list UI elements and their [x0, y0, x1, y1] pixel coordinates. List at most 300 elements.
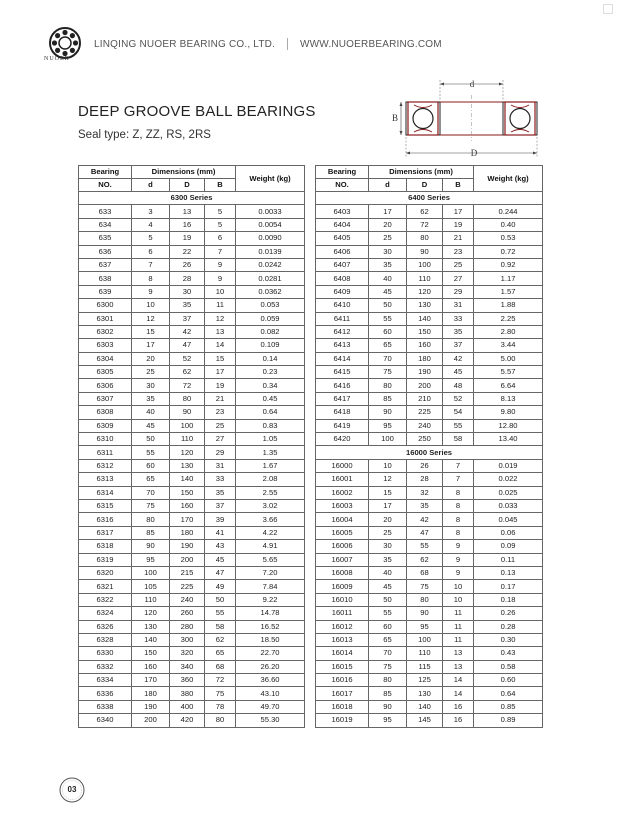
outer-diameter-cell: 47: [170, 339, 205, 352]
outer-diameter-cell: 160: [170, 499, 205, 512]
table-row: [79, 580, 305, 593]
bearing-no-cell: 6413: [316, 339, 369, 352]
width-cell: 6: [205, 232, 236, 245]
bearing-no-cell: 16009: [316, 580, 369, 593]
bearing-no-cell: 6407: [316, 258, 369, 271]
weight-cell: 2.80: [474, 325, 543, 338]
inner-diameter-cell: 20: [369, 218, 407, 231]
table-row: [316, 272, 543, 285]
inner-diameter-cell: 120: [132, 607, 170, 620]
weight-cell: 0.23: [236, 366, 305, 379]
table-row: [79, 366, 305, 379]
outer-diameter-cell: 16: [170, 218, 205, 231]
inner-diameter-cell: 140: [132, 633, 170, 646]
inner-diameter-cell: 9: [132, 285, 170, 298]
width-cell: 68: [205, 660, 236, 673]
width-cell: 9: [205, 272, 236, 285]
weight-cell: 1.35: [236, 446, 305, 459]
inner-diameter-cell: 45: [369, 580, 407, 593]
width-cell: 14: [205, 339, 236, 352]
d-dimension-label: d: [469, 79, 475, 89]
header-B: B: [443, 179, 474, 192]
seal-type-subtitle: Seal type: Z, ZZ, RS, 2RS: [78, 129, 211, 141]
table-row: [316, 607, 543, 620]
table-row: [316, 674, 543, 687]
width-cell: 49: [205, 580, 236, 593]
table-row: [79, 205, 305, 218]
outer-diameter-cell: 130: [407, 299, 443, 312]
inner-diameter-cell: 6: [132, 245, 170, 258]
weight-cell: 0.64: [236, 406, 305, 419]
inner-diameter-cell: 5: [132, 232, 170, 245]
outer-diameter-cell: 140: [170, 473, 205, 486]
table-row: [79, 446, 305, 459]
inner-diameter-cell: 40: [369, 272, 407, 285]
width-cell: 50: [205, 593, 236, 606]
bearing-no-cell: 6338: [79, 700, 132, 713]
table-row: [316, 593, 543, 606]
bearing-no-cell: 6414: [316, 352, 369, 365]
outer-diameter-cell: 190: [407, 366, 443, 379]
bearing-no-cell: 6324: [79, 607, 132, 620]
weight-cell: 22.70: [236, 647, 305, 660]
outer-diameter-cell: 47: [407, 526, 443, 539]
table-row: [79, 486, 305, 499]
width-cell: 33: [205, 473, 236, 486]
inner-diameter-cell: 70: [369, 352, 407, 365]
outer-diameter-cell: 200: [407, 379, 443, 392]
weight-cell: 0.30: [474, 633, 543, 646]
table-row: [79, 352, 305, 365]
inner-diameter-cell: 4: [132, 218, 170, 231]
weight-cell: 0.14: [236, 352, 305, 365]
inner-diameter-cell: 60: [132, 459, 170, 472]
inner-diameter-cell: 12: [369, 473, 407, 486]
table-row: [316, 580, 543, 593]
table-row: [316, 513, 543, 526]
outer-diameter-cell: 150: [170, 486, 205, 499]
outer-diameter-cell: 150: [407, 325, 443, 338]
weight-cell: 0.053: [236, 299, 305, 312]
bearing-no-cell: 6330: [79, 647, 132, 660]
table-row: [79, 339, 305, 352]
width-cell: 11: [205, 299, 236, 312]
table-row: [316, 379, 543, 392]
outer-diameter-cell: 35: [407, 499, 443, 512]
weight-cell: 4.91: [236, 540, 305, 553]
outer-diameter-cell: 210: [407, 392, 443, 405]
table-row: [316, 687, 543, 700]
bearing-no-cell: 6302: [79, 325, 132, 338]
weight-cell: 0.0362: [236, 285, 305, 298]
bearing-no-cell: 6317: [79, 526, 132, 539]
outer-diameter-cell: 72: [170, 379, 205, 392]
outer-diameter-cell: 360: [170, 674, 205, 687]
outer-diameter-cell: 180: [407, 352, 443, 365]
table-row: [79, 647, 305, 660]
weight-cell: 6.64: [474, 379, 543, 392]
bearing-no-cell: 6418: [316, 406, 369, 419]
inner-diameter-cell: 50: [369, 299, 407, 312]
bearing-cross-section-diagram: [378, 75, 548, 163]
outer-diameter-cell: 140: [407, 312, 443, 325]
width-cell: 35: [205, 486, 236, 499]
width-cell: 80: [205, 714, 236, 727]
outer-diameter-cell: 80: [170, 392, 205, 405]
weight-cell: 0.082: [236, 325, 305, 338]
table-row: [316, 392, 543, 405]
outer-diameter-cell: 240: [407, 419, 443, 432]
series-label: 6400 Series: [316, 192, 543, 205]
bearing-no-cell: 16015: [316, 660, 369, 673]
bearing-no-cell: 6408: [316, 272, 369, 285]
bearing-no-cell: 637: [79, 258, 132, 271]
inner-diameter-cell: 17: [132, 339, 170, 352]
header-dimensions: Dimensions (mm): [369, 166, 474, 179]
table-row: [316, 285, 543, 298]
outer-diameter-cell: 145: [407, 714, 443, 727]
weight-cell: 0.72: [474, 245, 543, 258]
width-cell: 11: [443, 620, 474, 633]
table-row: [79, 325, 305, 338]
outer-diameter-cell: 55: [407, 540, 443, 553]
table-row: [316, 433, 543, 446]
header-D: D: [407, 179, 443, 192]
header-weight: Weight (kg): [474, 166, 543, 192]
table-body: [316, 192, 543, 728]
outer-diameter-cell: 170: [170, 513, 205, 526]
width-cell: 11: [443, 607, 474, 620]
table-row: [316, 553, 543, 566]
inner-diameter-cell: 75: [369, 366, 407, 379]
width-cell: 9: [443, 540, 474, 553]
inner-diameter-cell: 200: [132, 714, 170, 727]
inner-diameter-cell: 55: [369, 312, 407, 325]
bearing-no-cell: 6404: [316, 218, 369, 231]
inner-diameter-cell: 55: [132, 446, 170, 459]
bearing-logo-icon: [48, 26, 82, 60]
series-label: 6300 Series: [79, 192, 305, 205]
width-cell: 62: [205, 633, 236, 646]
inner-diameter-cell: 100: [132, 566, 170, 579]
outer-diameter-cell: 26: [170, 258, 205, 271]
width-cell: 41: [205, 526, 236, 539]
table-row: [79, 473, 305, 486]
bearing-no-cell: 6403: [316, 205, 369, 218]
outer-diameter-cell: 225: [170, 580, 205, 593]
outer-diameter-cell: 225: [407, 406, 443, 419]
weight-cell: 5.65: [236, 553, 305, 566]
bearing-no-cell: 6311: [79, 446, 132, 459]
weight-cell: 0.26: [474, 607, 543, 620]
inner-diameter-cell: 10: [132, 299, 170, 312]
outer-diameter-cell: 260: [170, 607, 205, 620]
weight-cell: 0.92: [474, 258, 543, 271]
table-row: [316, 620, 543, 633]
width-cell: 7: [443, 473, 474, 486]
outer-diameter-cell: 90: [407, 607, 443, 620]
bearing-no-cell: 6314: [79, 486, 132, 499]
weight-cell: 0.58: [474, 660, 543, 673]
inner-diameter-cell: 90: [132, 540, 170, 553]
weight-cell: 13.40: [474, 433, 543, 446]
weight-cell: 0.83: [236, 419, 305, 432]
outer-diameter-cell: 19: [170, 232, 205, 245]
weight-cell: 0.85: [474, 700, 543, 713]
header-d: d: [369, 179, 407, 192]
inner-diameter-cell: 3: [132, 205, 170, 218]
inner-diameter-cell: 8: [132, 272, 170, 285]
bearing-no-cell: 6305: [79, 366, 132, 379]
width-cell: 16: [443, 700, 474, 713]
table-row: [79, 593, 305, 606]
table-row: [79, 553, 305, 566]
bearing-no-cell: 6301: [79, 312, 132, 325]
width-cell: 75: [205, 687, 236, 700]
weight-cell: 1.17: [474, 272, 543, 285]
bearing-no-cell: 16011: [316, 607, 369, 620]
bearing-no-cell: 16016: [316, 674, 369, 687]
table-row: [79, 232, 305, 245]
width-cell: 55: [205, 607, 236, 620]
bearing-no-cell: 6307: [79, 392, 132, 405]
weight-cell: 0.0242: [236, 258, 305, 271]
width-cell: 9: [443, 566, 474, 579]
inner-diameter-cell: 45: [132, 419, 170, 432]
outer-diameter-cell: 80: [407, 593, 443, 606]
outer-diameter-cell: 62: [407, 553, 443, 566]
bearing-no-cell: 6303: [79, 339, 132, 352]
weight-cell: 0.43: [474, 647, 543, 660]
table-row: [79, 433, 305, 446]
width-cell: 13: [443, 647, 474, 660]
bearing-no-cell: 6417: [316, 392, 369, 405]
table-row: [79, 258, 305, 271]
width-cell: 25: [443, 258, 474, 271]
inner-diameter-cell: 90: [369, 700, 407, 713]
bearing-no-cell: 16001: [316, 473, 369, 486]
table-row: [316, 312, 543, 325]
inner-diameter-cell: 130: [132, 620, 170, 633]
bearing-no-cell: 6334: [79, 674, 132, 687]
width-cell: 48: [443, 379, 474, 392]
inner-diameter-cell: 25: [369, 232, 407, 245]
table-row: [316, 205, 543, 218]
width-cell: 42: [443, 352, 474, 365]
width-cell: 54: [443, 406, 474, 419]
outer-diameter-cell: 52: [170, 352, 205, 365]
outer-diameter-cell: 380: [170, 687, 205, 700]
bearing-no-cell: 16013: [316, 633, 369, 646]
table-row: [316, 486, 543, 499]
outer-diameter-cell: 100: [170, 419, 205, 432]
bearing-no-cell: 6415: [316, 366, 369, 379]
width-cell: 12: [205, 312, 236, 325]
bearing-no-cell: 16010: [316, 593, 369, 606]
bearing-no-cell: 6409: [316, 285, 369, 298]
inner-diameter-cell: 65: [132, 473, 170, 486]
bearing-no-cell: 635: [79, 232, 132, 245]
outer-diameter-cell: 215: [170, 566, 205, 579]
bearing-no-cell: 16008: [316, 566, 369, 579]
outer-diameter-cell: 75: [407, 580, 443, 593]
bearing-no-cell: 6406: [316, 245, 369, 258]
table-row: [316, 647, 543, 660]
weight-cell: 5.00: [474, 352, 543, 365]
outer-diameter-cell: 280: [170, 620, 205, 633]
weight-cell: 1.67: [236, 459, 305, 472]
table-row: [79, 272, 305, 285]
table-row: [316, 232, 543, 245]
inner-diameter-cell: 160: [132, 660, 170, 673]
width-cell: 37: [205, 499, 236, 512]
outer-diameter-cell: 42: [170, 325, 205, 338]
table-row: [316, 299, 543, 312]
weight-cell: 0.025: [474, 486, 543, 499]
bearing-no-cell: 16003: [316, 499, 369, 512]
bearing-no-cell: 6340: [79, 714, 132, 727]
weight-cell: 49.70: [236, 700, 305, 713]
width-cell: 8: [443, 499, 474, 512]
weight-cell: 0.045: [474, 513, 543, 526]
outer-diameter-cell: 190: [170, 540, 205, 553]
page-number: [59, 777, 85, 803]
outer-diameter-cell: 300: [170, 633, 205, 646]
bearing-no-cell: 639: [79, 285, 132, 298]
b-dimension-label: B: [392, 113, 399, 123]
width-cell: 72: [205, 674, 236, 687]
width-cell: 9: [443, 553, 474, 566]
outer-diameter-cell: 400: [170, 700, 205, 713]
inner-diameter-cell: 80: [132, 513, 170, 526]
bearing-no-cell: 636: [79, 245, 132, 258]
width-cell: 55: [443, 419, 474, 432]
website-url[interactable]: WWW.NUOERBEARING.COM: [300, 39, 442, 50]
table-row: [79, 392, 305, 405]
weight-cell: 26.20: [236, 660, 305, 673]
weight-cell: 0.033: [474, 499, 543, 512]
table-row: [79, 566, 305, 579]
weight-cell: 8.13: [474, 392, 543, 405]
width-cell: 27: [205, 433, 236, 446]
table-row: [316, 473, 543, 486]
D-dimension-label: D: [470, 148, 478, 158]
width-cell: 16: [443, 714, 474, 727]
width-cell: 5: [205, 218, 236, 231]
width-cell: 19: [205, 379, 236, 392]
inner-diameter-cell: 40: [369, 566, 407, 579]
bearing-no-cell: 6332: [79, 660, 132, 673]
inner-diameter-cell: 20: [369, 513, 407, 526]
table-row: [79, 620, 305, 633]
inner-diameter-cell: 10: [369, 459, 407, 472]
weight-cell: 0.0054: [236, 218, 305, 231]
table-row: [79, 540, 305, 553]
weight-cell: 0.059: [236, 312, 305, 325]
weight-cell: 0.34: [236, 379, 305, 392]
outer-diameter-cell: 160: [407, 339, 443, 352]
weight-cell: 3.66: [236, 513, 305, 526]
inner-diameter-cell: 90: [369, 406, 407, 419]
outer-diameter-cell: 90: [170, 406, 205, 419]
table-row: [316, 526, 543, 539]
bearing-no-cell: 638: [79, 272, 132, 285]
table-row: [316, 660, 543, 673]
inner-diameter-cell: 100: [369, 433, 407, 446]
table-row: [316, 700, 543, 713]
company-name: LINQING NUOER BEARING CO., LTD.: [94, 39, 276, 50]
width-cell: 15: [205, 352, 236, 365]
table-row: [79, 714, 305, 727]
page-number-text: 03: [67, 785, 77, 794]
bearing-no-cell: 6304: [79, 352, 132, 365]
weight-cell: 55.30: [236, 714, 305, 727]
weight-cell: 0.0090: [236, 232, 305, 245]
table-row: [79, 299, 305, 312]
outer-diameter-cell: 95: [407, 620, 443, 633]
weight-cell: 36.60: [236, 674, 305, 687]
width-cell: 19: [443, 218, 474, 231]
outer-diameter-cell: 110: [170, 433, 205, 446]
outer-diameter-cell: 110: [407, 272, 443, 285]
width-cell: 37: [443, 339, 474, 352]
outer-diameter-cell: 120: [170, 446, 205, 459]
outer-diameter-cell: 115: [407, 660, 443, 673]
width-cell: 7: [443, 459, 474, 472]
weight-cell: 0.09: [474, 540, 543, 553]
width-cell: 27: [443, 272, 474, 285]
outer-diameter-cell: 30: [170, 285, 205, 298]
inner-diameter-cell: 150: [132, 647, 170, 660]
page-header: [0, 0, 620, 70]
header-d: d: [132, 179, 170, 192]
width-cell: 78: [205, 700, 236, 713]
bearing-no-cell: 6412: [316, 325, 369, 338]
corner-mark: [603, 4, 613, 14]
bearing-no-cell: 6420: [316, 433, 369, 446]
bearing-no-cell: 16007: [316, 553, 369, 566]
table-row: [79, 285, 305, 298]
bearing-no-cell: 16002: [316, 486, 369, 499]
table-row: [316, 499, 543, 512]
outer-diameter-cell: 37: [170, 312, 205, 325]
width-cell: 47: [205, 566, 236, 579]
bearing-no-cell: 16014: [316, 647, 369, 660]
bearing-no-cell: 16019: [316, 714, 369, 727]
width-cell: 43: [205, 540, 236, 553]
outer-diameter-cell: 28: [170, 272, 205, 285]
bearing-no-cell: 6300: [79, 299, 132, 312]
bearing-no-cell: 633: [79, 205, 132, 218]
outer-diameter-cell: 420: [170, 714, 205, 727]
inner-diameter-cell: 85: [369, 392, 407, 405]
weight-cell: 2.25: [474, 312, 543, 325]
inner-diameter-cell: 105: [132, 580, 170, 593]
weight-cell: 7.20: [236, 566, 305, 579]
inner-diameter-cell: 55: [369, 607, 407, 620]
weight-cell: 0.60: [474, 674, 543, 687]
inner-diameter-cell: 25: [369, 526, 407, 539]
width-cell: 14: [443, 674, 474, 687]
outer-diameter-cell: 62: [407, 205, 443, 218]
outer-diameter-cell: 13: [170, 205, 205, 218]
weight-cell: 3.02: [236, 499, 305, 512]
table-row: [316, 339, 543, 352]
bearing-table-6300: [78, 165, 305, 728]
width-cell: 52: [443, 392, 474, 405]
weight-cell: 18.50: [236, 633, 305, 646]
width-cell: 39: [205, 513, 236, 526]
